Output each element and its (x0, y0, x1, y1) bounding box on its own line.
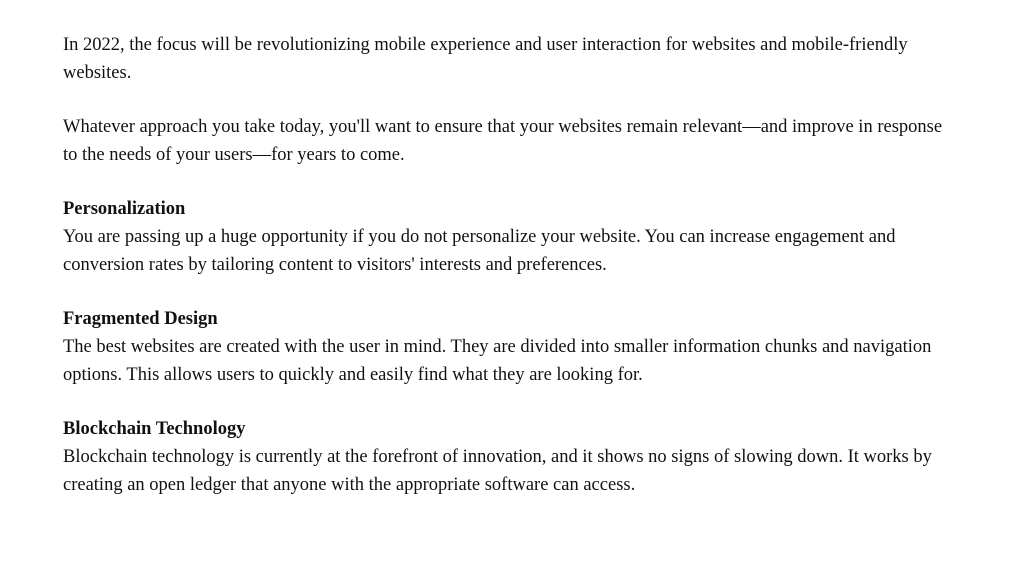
intro-paragraph-1: In 2022, the focus will be revolutionizing mobile experience and user interaction for websites and mobile-friendly websites. (63, 35, 908, 83)
section-personalization (63, 195, 953, 279)
section-blockchain-technology (63, 415, 953, 499)
intro-block (63, 31, 953, 87)
section-heading: Personalization (63, 199, 186, 219)
section-body: You are passing up a huge opportunity if you do not personalize your website. You can increase engagement and conversion rates by tailoring content to visitors' interests and preferences. (63, 227, 896, 275)
section-fragmented-design (63, 305, 953, 389)
intro-paragraph-2: Whatever approach you take today, you'll want to ensure that your websites remain relevant—and improve in response to the needs of your users—for years to come. (63, 117, 943, 165)
section-body: Blockchain technology is currently at the forefront of innovation, and it shows no signs of slowing down. It works by creating an open ledger that anyone with the appropriate software can access. (63, 447, 932, 495)
section-heading: Fragmented Design (63, 309, 218, 329)
section-body: The best websites are created with the user in mind. They are divided into smaller information chunks and navigation options. This allows users to quickly and easily find what they are looking for. (63, 337, 932, 385)
intro-block-2 (63, 113, 953, 169)
section-heading: Blockchain Technology (63, 419, 246, 439)
document-page (63, 31, 953, 525)
